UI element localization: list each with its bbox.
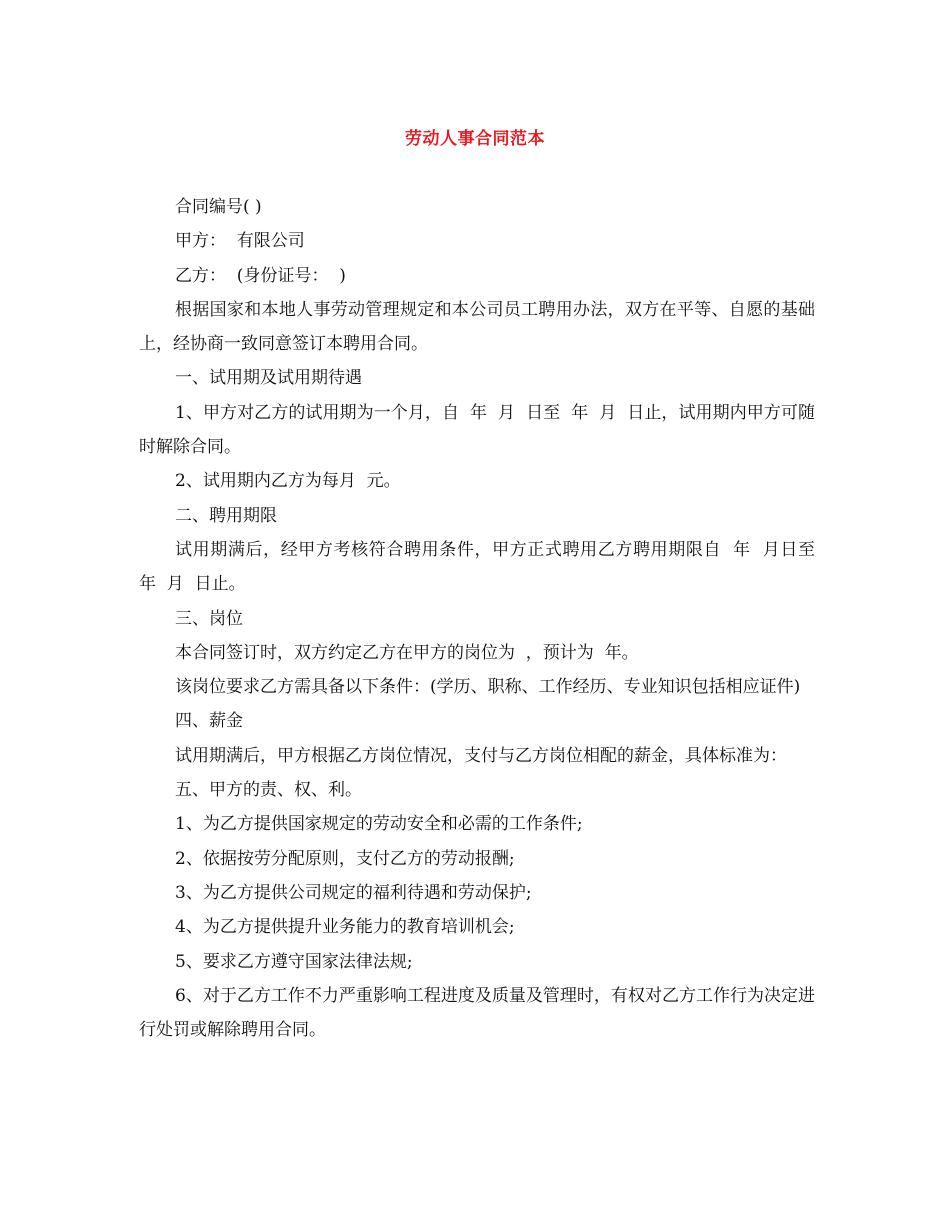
clause-paragraph: 5、要求乙方遵守国家法律法规; xyxy=(175,951,413,972)
section-heading-term: 二、聘用期限 xyxy=(175,505,277,526)
document-title: 劳动人事合同范本 xyxy=(405,129,545,149)
preamble-paragraph: 根据国家和本地人事劳动管理规定和本公司员工聘用办法，双方在平等、自愿的基础上，经协商一致同意签订本聘用合同。 xyxy=(139,299,815,355)
contract-number-line: 合同编号( ) xyxy=(175,197,262,217)
clause-paragraph: 试用期满后，经甲方考核符合聘用条件，甲方正式聘用乙方聘用期限自 年 月日至 年 月 日止。 xyxy=(139,539,826,595)
section-heading-party-a-rights: 五、甲方的责、权、利。 xyxy=(175,780,362,801)
party-b-line: 乙方： (身份证号： ) xyxy=(175,265,346,286)
clause-paragraph: 1、为乙方提供国家规定的劳动安全和必需的工作条件; xyxy=(175,814,583,835)
clause-paragraph: 1、甲方对乙方的试用期为一个月，自 年 月 日至 年 月 日止，试用期内甲方可随时解除合同。 xyxy=(139,402,815,458)
clause-paragraph: 3、为乙方提供公司规定的福利待遇和劳动保护; xyxy=(175,882,532,903)
clause-paragraph: 试用期满后，甲方根据乙方岗位情况，支付与乙方岗位相配的薪金，具体标准为： xyxy=(175,745,787,766)
clause-paragraph: 该岗位要求乙方需具备以下条件：(学历、职称、工作经历、专业知识包括相应证件) xyxy=(175,677,801,698)
clause-paragraph: 6、对于乙方工作不力严重影响工程进度及质量及管理时，有权对乙方工作行为决定进行处罚或解除聘用合同。 xyxy=(139,985,815,1041)
section-heading-probation: 一、试用期及试用期待遇 xyxy=(175,368,362,389)
clause-paragraph: 2、试用期内乙方为每月 元。 xyxy=(175,471,401,492)
party-a-line: 甲方： 有限公司 xyxy=(175,231,305,252)
section-heading-position: 三、岗位 xyxy=(175,608,243,629)
section-heading-salary: 四、薪金 xyxy=(175,711,243,732)
clause-paragraph: 2、依据按劳分配原则，支付乙方的劳动报酬; xyxy=(175,848,515,869)
document-body xyxy=(139,190,826,1047)
clause-paragraph: 本合同签订时，双方约定乙方在甲方的岗位为 ，预计为 年。 xyxy=(175,642,639,663)
clause-paragraph: 4、为乙方提供提升业务能力的教育培训机会; xyxy=(175,917,515,938)
